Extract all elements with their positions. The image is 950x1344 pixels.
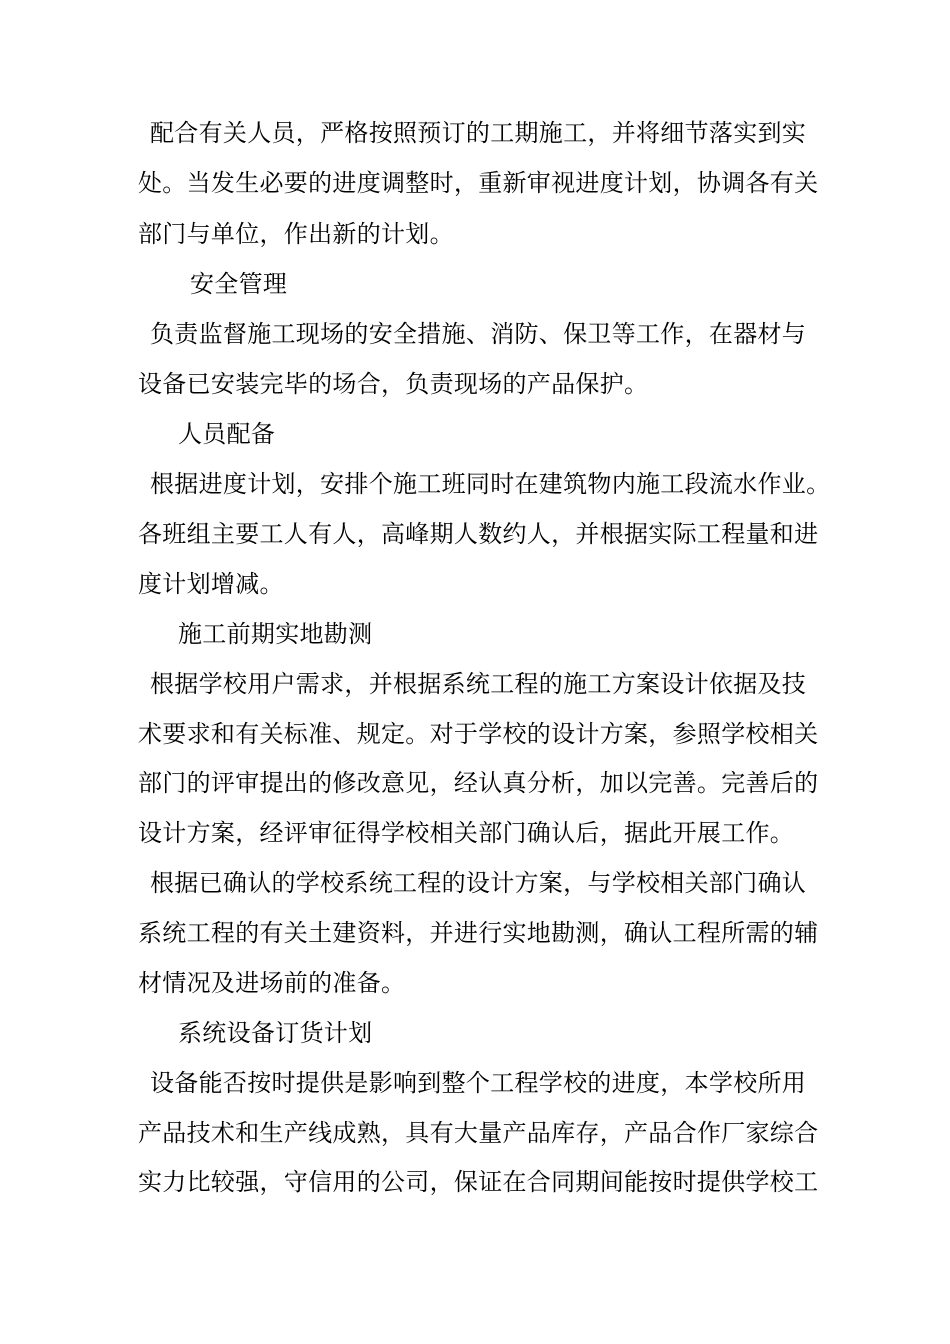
paragraph-line: 材情况及进场前的准备。 <box>138 969 406 997</box>
paragraph-line: 设计方案，经评审征得学校相关部门确认后，据此开展工作。 <box>138 819 795 847</box>
paragraph-line: 根据学校用户需求，并根据系统工程的施工方案设计依据及技 <box>150 670 807 698</box>
paragraph-line: 配合有关人员，严格按照预订的工期施工，并将细节落实到实 <box>150 119 807 147</box>
paragraph-line: 处。当发生必要的进度调整时，重新审视进度计划，协调各有关 <box>138 169 819 197</box>
section-heading: 人员配备 <box>178 420 276 448</box>
paragraph-line: 各班组主要工人有人，高峰期人数约人，并根据实际工程量和进 <box>138 520 819 548</box>
paragraph-line: 设备能否按时提供是影响到整个工程学校的进度，本学校所用 <box>150 1069 807 1097</box>
section-heading: 安全管理 <box>190 270 288 298</box>
paragraph-line: 术要求和有关标准、规定。对于学校的设计方案，参照学校相关 <box>138 720 819 748</box>
paragraph-line: 根据进度计划，安排个施工班同时在建筑物内施工段流水作业。 <box>150 470 831 498</box>
section-heading: 系统设备订货计划 <box>178 1019 373 1047</box>
paragraph-line: 根据已确认的学校系统工程的设计方案，与学校相关部门确认 <box>150 869 807 897</box>
paragraph-line: 部门与单位，作出新的计划。 <box>138 220 454 248</box>
paragraph-line: 度计划增减。 <box>138 570 284 598</box>
paragraph-line: 产品技术和生产线成熟，具有大量产品库存，产品合作厂家综合 <box>138 1119 819 1147</box>
paragraph-line: 系统工程的有关土建资料，并进行实地勘测，确认工程所需的辅 <box>138 919 819 947</box>
paragraph-line: 设备已安装完毕的场合，负责现场的产品保护。 <box>138 370 649 398</box>
paragraph-line: 部门的评审提出的修改意见，经认真分析，加以完善。完善后的 <box>138 769 819 797</box>
paragraph-line: 实力比较强，守信用的公司，保证在合同期间能按时提供学校工 <box>138 1168 819 1196</box>
section-heading: 施工前期实地勘测 <box>178 620 373 648</box>
paragraph-line: 负责监督施工现场的安全措施、消防、保卫等工作，在器材与 <box>150 320 807 348</box>
